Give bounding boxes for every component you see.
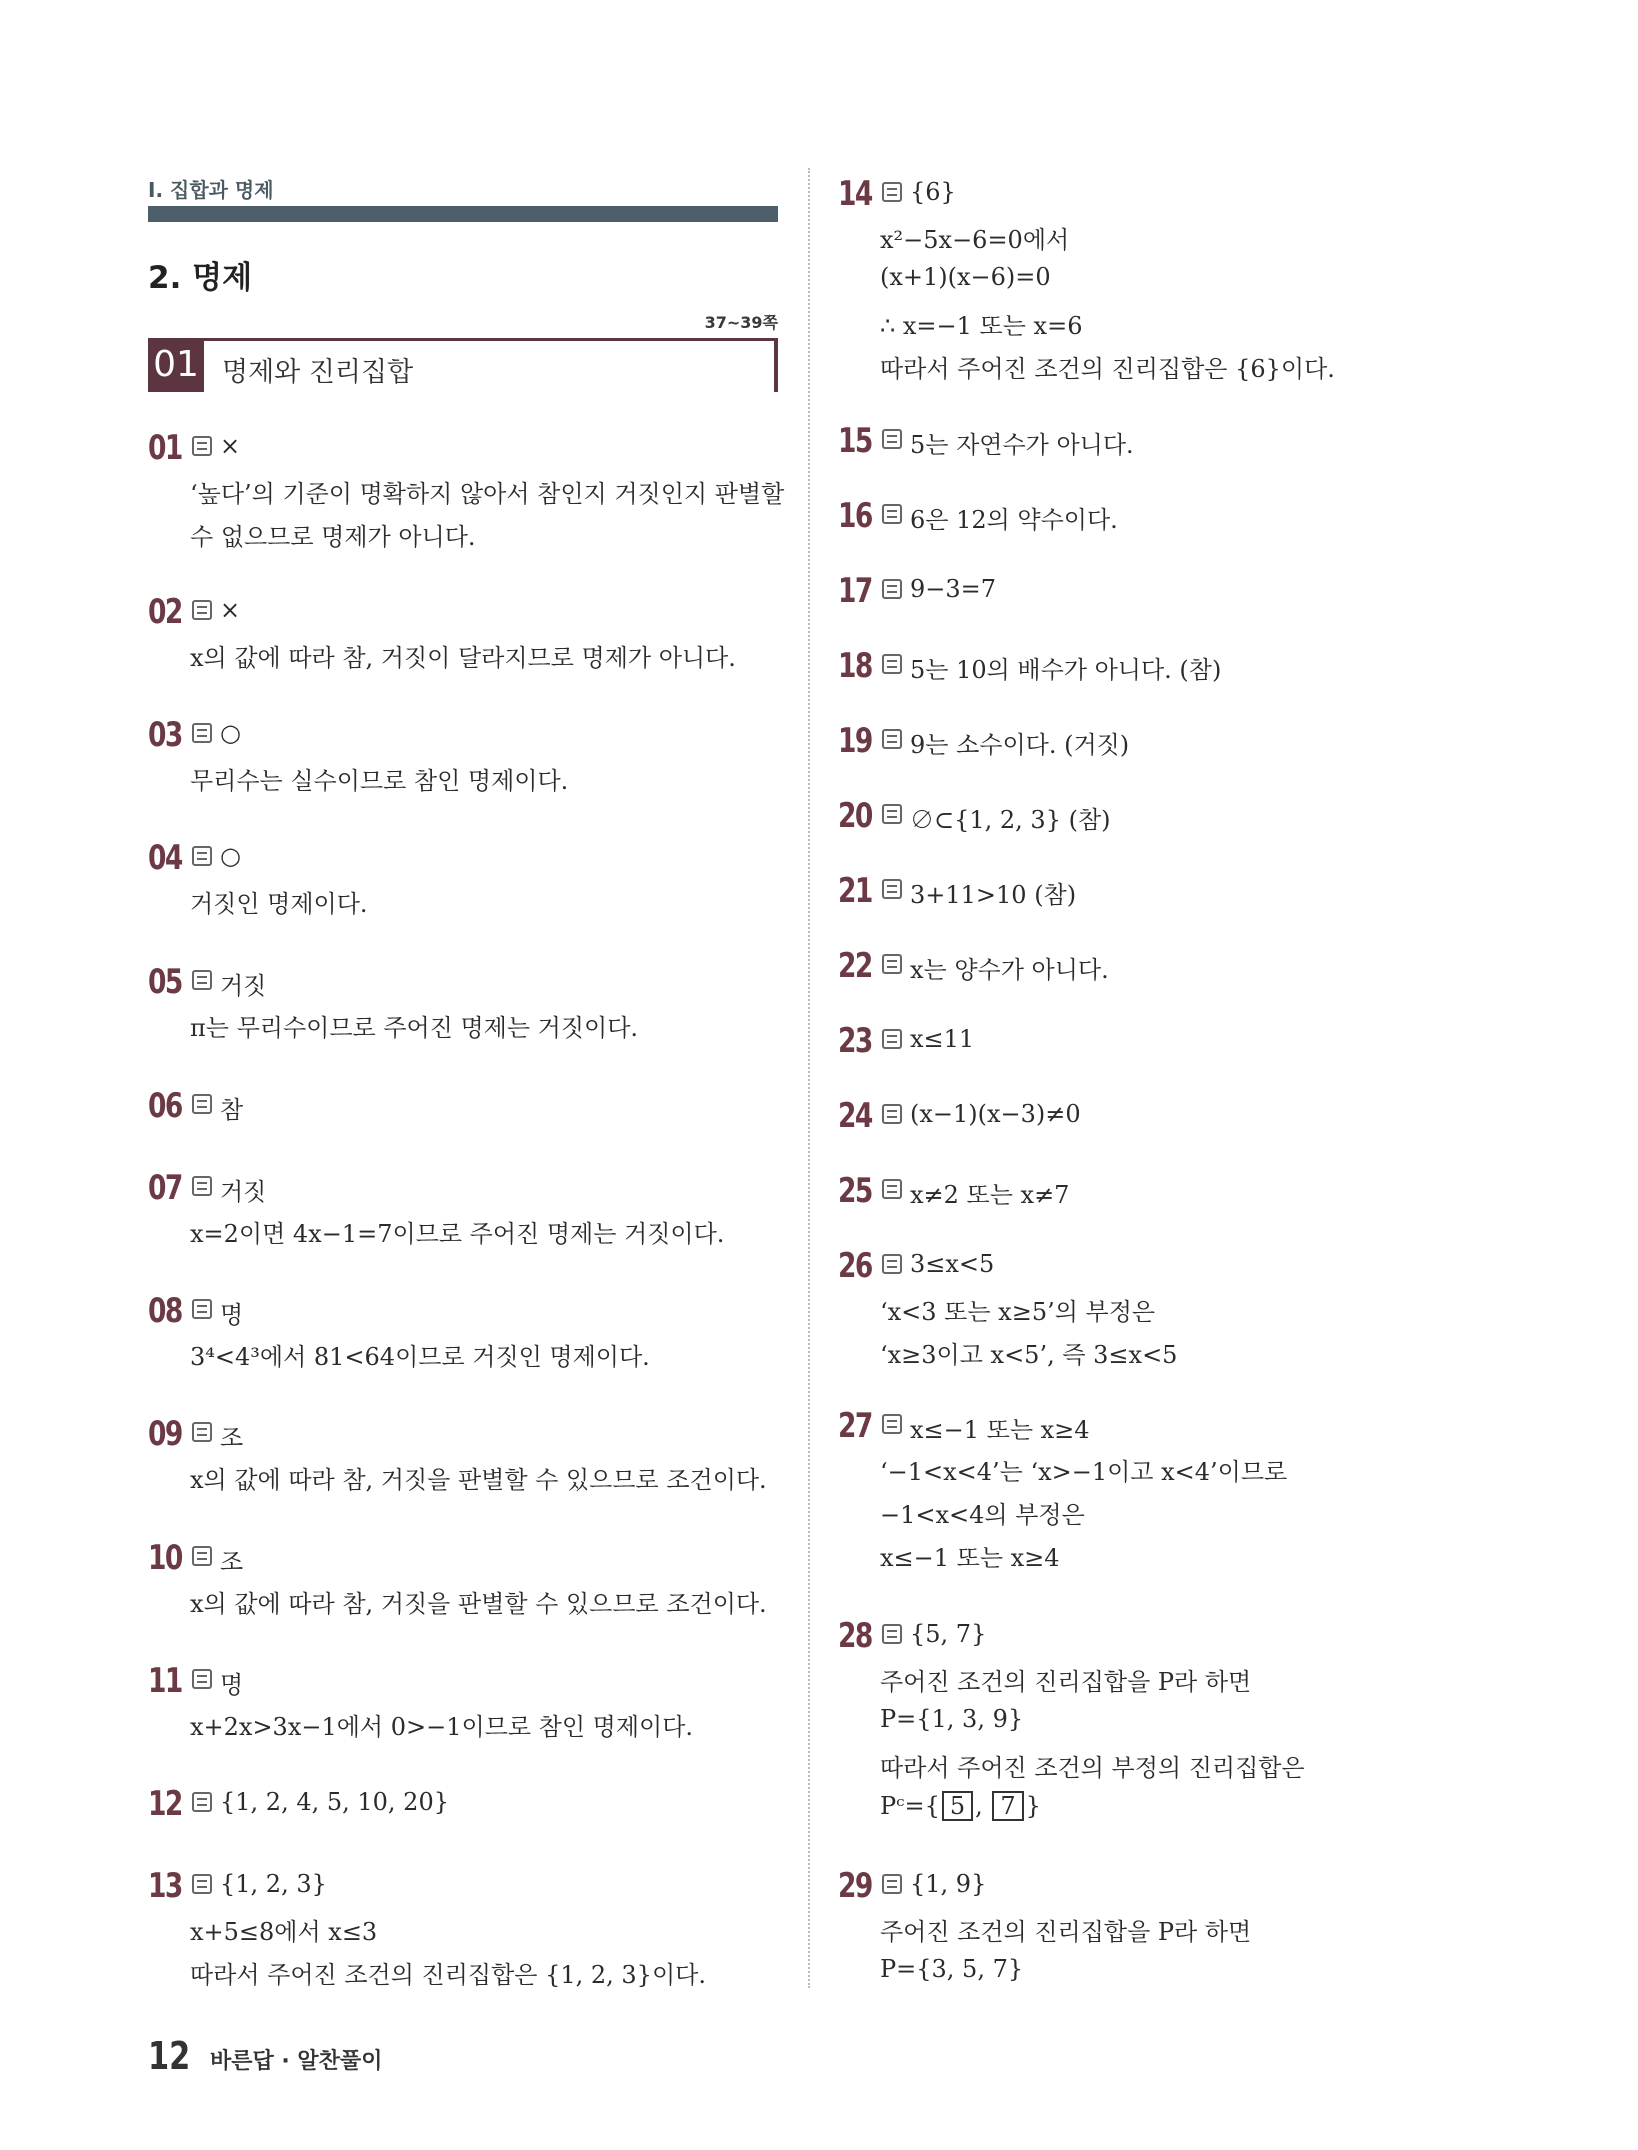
answer-icon (882, 579, 902, 599)
answer-value: {1, 2, 4, 5, 10, 20} (220, 1788, 449, 1816)
answer-value: × (220, 596, 241, 624)
answer-value: 조 (220, 1548, 244, 1576)
question-number: 21 (838, 871, 872, 911)
answer-icon (192, 1874, 212, 1894)
question-number: 27 (838, 1406, 872, 1446)
question-number: 06 (148, 1086, 182, 1126)
page-range: 37~39쪽 (704, 313, 778, 332)
question-number: 19 (838, 721, 872, 761)
page-header (148, 174, 778, 388)
question-number: 04 (148, 838, 182, 878)
boxed-value: 5 (942, 1791, 973, 1821)
answer-value: 5는 자연수가 아니다. (910, 431, 1134, 459)
answer-icon (882, 879, 902, 899)
answer-icon (882, 954, 902, 974)
answer-icon (192, 436, 212, 456)
answer-icon (192, 1669, 212, 1689)
answer-icon (882, 1104, 902, 1124)
question-number: 28 (838, 1616, 872, 1656)
answer-icon (882, 1414, 902, 1434)
answer-value: {1, 2, 3} (220, 1870, 327, 1898)
answer-value: 9는 소수이다. (거짓) (910, 731, 1130, 759)
question-number: 25 (838, 1171, 872, 1211)
answer-value: ○ (220, 719, 241, 747)
answer-value: x≤11 (910, 1025, 975, 1053)
chapter-bar (148, 206, 778, 222)
question-number: 16 (838, 496, 872, 536)
answer-icon (882, 1254, 902, 1274)
question-number: 12 (148, 1784, 182, 1824)
explanation-line: 무리수는 실수이므로 참인 명제이다. (190, 767, 569, 795)
explanation-line: x+5≤8에서 x≤3 (190, 1918, 378, 1946)
boxed-prefix: Pᶜ={ (880, 1792, 940, 1820)
boxed-answer-line (880, 1791, 1041, 1821)
explanation-line: x²−5x−6=0에서 (880, 226, 1070, 254)
answer-icon (192, 1422, 212, 1442)
question-number: 03 (148, 715, 182, 755)
question-number: 22 (838, 946, 872, 986)
explanation-line: 거짓인 명제이다. (190, 890, 368, 918)
answer-value: 명 (220, 1301, 244, 1329)
boxed-suffix: } (1025, 1792, 1041, 1820)
answer-value: x≠2 또는 x≠7 (910, 1181, 1070, 1209)
question-number: 29 (838, 1866, 872, 1906)
answer-value: {1, 9} (910, 1870, 987, 1898)
answer-value: 5는 10의 배수가 아니다. (참) (910, 656, 1222, 684)
question-number: 13 (148, 1866, 182, 1906)
chapter-label: I. 집합과 명제 (148, 178, 274, 202)
answer-value: 9−3=7 (910, 575, 997, 603)
explanation-line: P={1, 3, 9} (880, 1705, 1024, 1733)
answer-icon (192, 1546, 212, 1566)
topic-title: 명제와 진리집합 (222, 357, 414, 388)
explanation-line: 따라서 주어진 조건의 부정의 진리집합은 (880, 1754, 1305, 1782)
answer-icon (882, 1029, 902, 1049)
answer-value: ○ (220, 842, 241, 870)
answer-value: 6은 12의 약수이다. (910, 506, 1118, 534)
topic-line-right (774, 338, 778, 392)
explanation-line: 3⁴<4³에서 81<64이므로 거짓인 명제이다. (190, 1343, 650, 1371)
question-number: 23 (838, 1021, 872, 1061)
answer-icon (882, 182, 902, 202)
question-number: 14 (838, 174, 872, 214)
answer-icon (882, 1179, 902, 1199)
explanation-line: 따라서 주어진 조건의 진리집합은 {6}이다. (880, 355, 1335, 383)
explanation-line: −1<x<4의 부정은 (880, 1501, 1085, 1529)
explanation-line: 주어진 조건의 진리집합을 P라 하면 (880, 1668, 1252, 1696)
page-number: 12 (148, 2034, 191, 2078)
question-number: 05 (148, 962, 182, 1002)
answer-icon (192, 1299, 212, 1319)
boxed-value: 7 (992, 1791, 1023, 1821)
explanation-line: ‘x≥3이고 x<5’, 즉 3≤x<5 (880, 1341, 1178, 1369)
answer-icon (882, 429, 902, 449)
explanation-line: (x+1)(x−6)=0 (880, 263, 1051, 291)
answer-icon (192, 970, 212, 990)
question-number: 01 (148, 428, 182, 468)
answer-value: {6} (910, 178, 956, 206)
topic-box (148, 338, 778, 392)
explanation-line: P={3, 5, 7} (880, 1955, 1024, 1983)
answer-value: 명 (220, 1671, 244, 1699)
answer-icon (882, 1624, 902, 1644)
answer-value: 3+11>10 (참) (910, 881, 1077, 909)
answer-icon (192, 600, 212, 620)
question-number: 09 (148, 1414, 182, 1454)
answer-value: 거짓 (220, 1178, 267, 1206)
question-number: 15 (838, 421, 872, 461)
column-divider (808, 168, 810, 1988)
answer-value: 거짓 (220, 972, 267, 1000)
explanation-line: x의 값에 따라 참, 거짓을 판별할 수 있으므로 조건이다. (190, 1590, 767, 1618)
answer-icon (882, 1874, 902, 1894)
topic-number: 01 (148, 338, 204, 392)
answer-icon (192, 723, 212, 743)
question-number: 17 (838, 571, 872, 611)
explanation-line: ∴ x=−1 또는 x=6 (880, 312, 1083, 340)
question-number: 10 (148, 1538, 182, 1578)
explanation-line: x≤−1 또는 x≥4 (880, 1544, 1060, 1572)
answer-icon (192, 1176, 212, 1196)
answer-value: ∅⊂{1, 2, 3} (참) (910, 806, 1111, 834)
answer-value: x는 양수가 아니다. (910, 956, 1109, 984)
question-number: 26 (838, 1246, 872, 1286)
explanation-line: ‘x<3 또는 x≥5’의 부정은 (880, 1298, 1156, 1326)
answer-value: (x−1)(x−3)≠0 (910, 1100, 1081, 1128)
answer-value: 3≤x<5 (910, 1250, 995, 1278)
question-number: 08 (148, 1291, 182, 1331)
question-number: 24 (838, 1096, 872, 1136)
topic-line-top (204, 338, 778, 341)
explanation-line: ‘높다’의 기준이 명확하지 않아서 참인지 거짓인지 판별할 (190, 480, 785, 508)
explanation-line: x의 값에 따라 참, 거짓이 달라지므로 명제가 아니다. (190, 644, 736, 672)
question-number: 20 (838, 796, 872, 836)
explanation-line: 주어진 조건의 진리집합을 P라 하면 (880, 1918, 1252, 1946)
answer-icon (192, 1094, 212, 1114)
book-title: 바른답 · 알찬풀이 (210, 2049, 383, 2074)
question-number: 07 (148, 1168, 182, 1208)
answer-icon (192, 1792, 212, 1812)
explanation-line: 수 없으므로 명제가 아니다. (190, 523, 476, 551)
answer-value: 조 (220, 1424, 244, 1452)
answer-value: {5, 7} (910, 1620, 987, 1648)
explanation-line: x+2x>3x−1에서 0>−1이므로 참인 명제이다. (190, 1713, 694, 1741)
comma: , (975, 1792, 991, 1820)
explanation-line: 따라서 주어진 조건의 진리집합은 {1, 2, 3}이다. (190, 1961, 706, 1989)
answer-value: x≤−1 또는 x≥4 (910, 1416, 1090, 1444)
answer-icon (882, 654, 902, 674)
answer-icon (882, 504, 902, 524)
question-number: 02 (148, 592, 182, 632)
answer-icon (882, 804, 902, 824)
explanation-line: x=2이면 4x−1=7이므로 주어진 명제는 거짓이다. (190, 1220, 725, 1248)
answer-value: × (220, 432, 241, 460)
explanation-line: ‘−1<x<4’는 ‘x>−1이고 x<4’이므로 (880, 1458, 1288, 1486)
answer-icon (192, 846, 212, 866)
question-number: 11 (148, 1661, 182, 1701)
answer-icon (882, 729, 902, 749)
explanation-line: x의 값에 따라 참, 거짓을 판별할 수 있으므로 조건이다. (190, 1466, 767, 1494)
answer-value: 참 (220, 1096, 244, 1124)
explanation-line: π는 무리수이므로 주어진 명제는 거짓이다. (190, 1014, 639, 1042)
section-title: 2. 명제 (148, 260, 253, 296)
question-number: 18 (838, 646, 872, 686)
